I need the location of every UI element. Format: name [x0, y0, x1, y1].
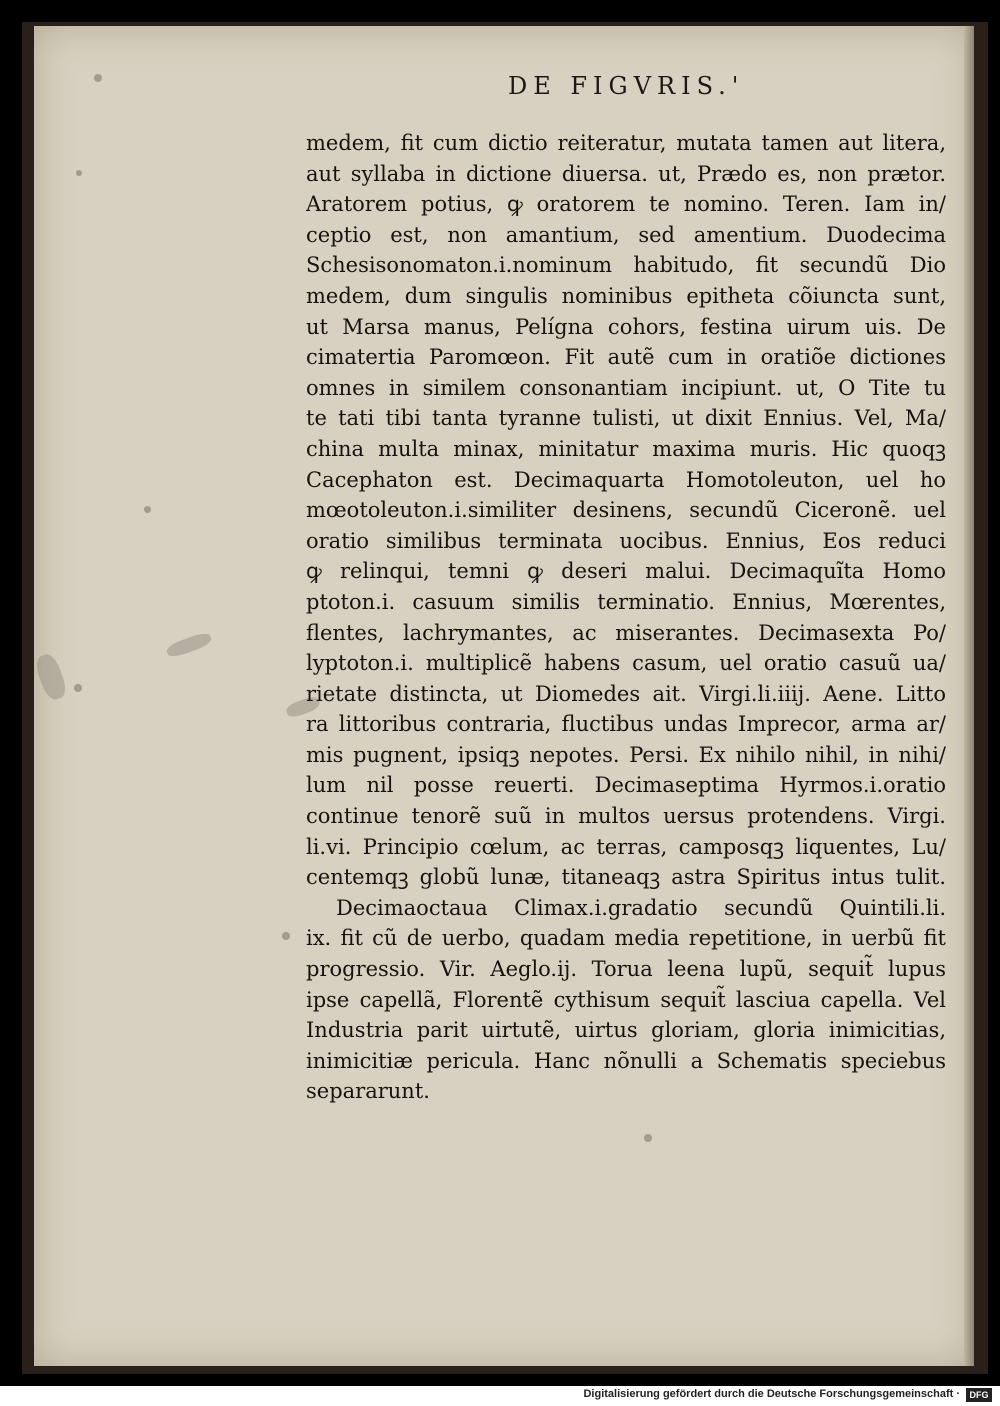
dfg-logo: DFG: [966, 1388, 992, 1402]
text-line: medem, fit cum dictio reiteratur, mutata tamen aut litera,: [306, 131, 946, 155]
paper-edge: [964, 26, 974, 1366]
text-line: Schesisonomaton.i.nominum habitudo, fit secundũ Dio: [306, 253, 946, 278]
text-line: Aratorem potius, ꝙ oratorem te nomino. Teren. Iam in/: [306, 192, 946, 217]
text-line: mis pugnent, ipsiqꝫ nepotes. Persi. Ex nihilo nihil, in nihi/: [306, 742, 946, 767]
text-line: ꝙ relinqui, temni ꝙ deseri malui. Decimaquĩta Homo: [306, 559, 946, 584]
footer-bar: [0, 1386, 1000, 1406]
text-line: mœotoleuton.i.similiter desinens, secundũ Ciceronẽ. uel: [306, 498, 946, 523]
text-line: separarunt.: [306, 1079, 430, 1104]
stain: [94, 74, 102, 82]
text-line: Cacephaton est. Decimaquarta Homotoleuton, uel ho: [306, 467, 946, 492]
running-head: DE FIGVRIS.': [508, 72, 745, 100]
funding-credit: Digitalisierung gefördert durch die Deutsche Forschungsgemeinschaft ·: [583, 1388, 960, 1400]
text-line: te tati tibi tanta tyranne tulisti, ut dixit Ennius. Vel, Ma/: [306, 406, 946, 431]
stain: [282, 932, 290, 940]
text-line: Industria parit uirtutẽ, uirtus gloriam, gloria inimicitias,: [306, 1018, 946, 1043]
body-text: [306, 128, 946, 1107]
text-line: ceptio est, non amantium, sed amentium. Duodecima: [306, 222, 946, 247]
stain: [165, 631, 213, 660]
text-line: cimatertia Paromœon. Fit autẽ cum in oratiõe dictiones: [306, 345, 946, 370]
text-line: rietate distincta, ut Diomedes ait. Virgi.li.iiij. Aene. Litto: [306, 681, 946, 706]
stain: [644, 1134, 652, 1142]
stain: [33, 652, 69, 703]
text-line: omnes in similem consonantiam incipiunt. ut, O Tite tu: [306, 375, 946, 400]
text-line: china multa minax, minitatur maxima muris. Hic quoqꝫ: [306, 436, 946, 461]
stain: [144, 506, 151, 513]
text-line: ptoton.i. casuum similis terminatio. Ennius, Mœrentes,: [306, 589, 946, 614]
text-line: centemqꝫ globũ lunæ, titaneaqꝫ astra Spiritus intus tulit.: [306, 865, 946, 890]
text-line: continue tenorẽ suũ in multos uersus protendens. Virgi.: [306, 804, 946, 829]
text-line: Decimaoctaua Climax.i.gradatio secundũ Quintili.li.: [336, 895, 946, 920]
text-line: lum nil posse reuerti. Decimaseptima Hyrmos.i.oratio: [306, 773, 946, 798]
stain: [74, 684, 82, 692]
text-line: ra littoribus contraria, fluctibus undas Imprecor, arma ar/: [306, 712, 946, 737]
text-line: ipse capellã, Florentẽ cythisum sequit̃ lasciua capella. Vel: [306, 987, 946, 1012]
text-line: lyptoton.i. multiplicẽ habens casum, uel oratio casuũ ua/: [306, 651, 946, 676]
text-line: inimicitiæ pericula. Hanc nõnulli a Schematis speciebus: [306, 1048, 946, 1073]
text-line: ix. fit cũ de uerbo, quadam media repetitione, in uerbũ fit: [306, 926, 946, 951]
text-line: aut syllaba in dictione diuersa. ut, Prædo es, non prætor.: [306, 161, 946, 186]
text-line: oratio similibus terminata uocibus. Ennius, Eos reduci: [306, 528, 946, 553]
text-line: li.vi. Principio cœlum, ac terras, camposqꝫ liquentes, Lu/: [306, 834, 946, 859]
stain: [76, 170, 82, 176]
text-line: progressio. Vir. Aeglo.ij. Torua leena lupũ, sequit̃ lupus: [306, 957, 946, 982]
text-line: medem, dum singulis nominibus epitheta cõiuncta sunt,: [306, 283, 946, 308]
text-line: ut Marsa manus, Pelígna cohors, festina uirum uis. De: [306, 314, 946, 339]
text-line: flentes, lachrymantes, ac miserantes. Decimasexta Po/: [306, 620, 946, 645]
